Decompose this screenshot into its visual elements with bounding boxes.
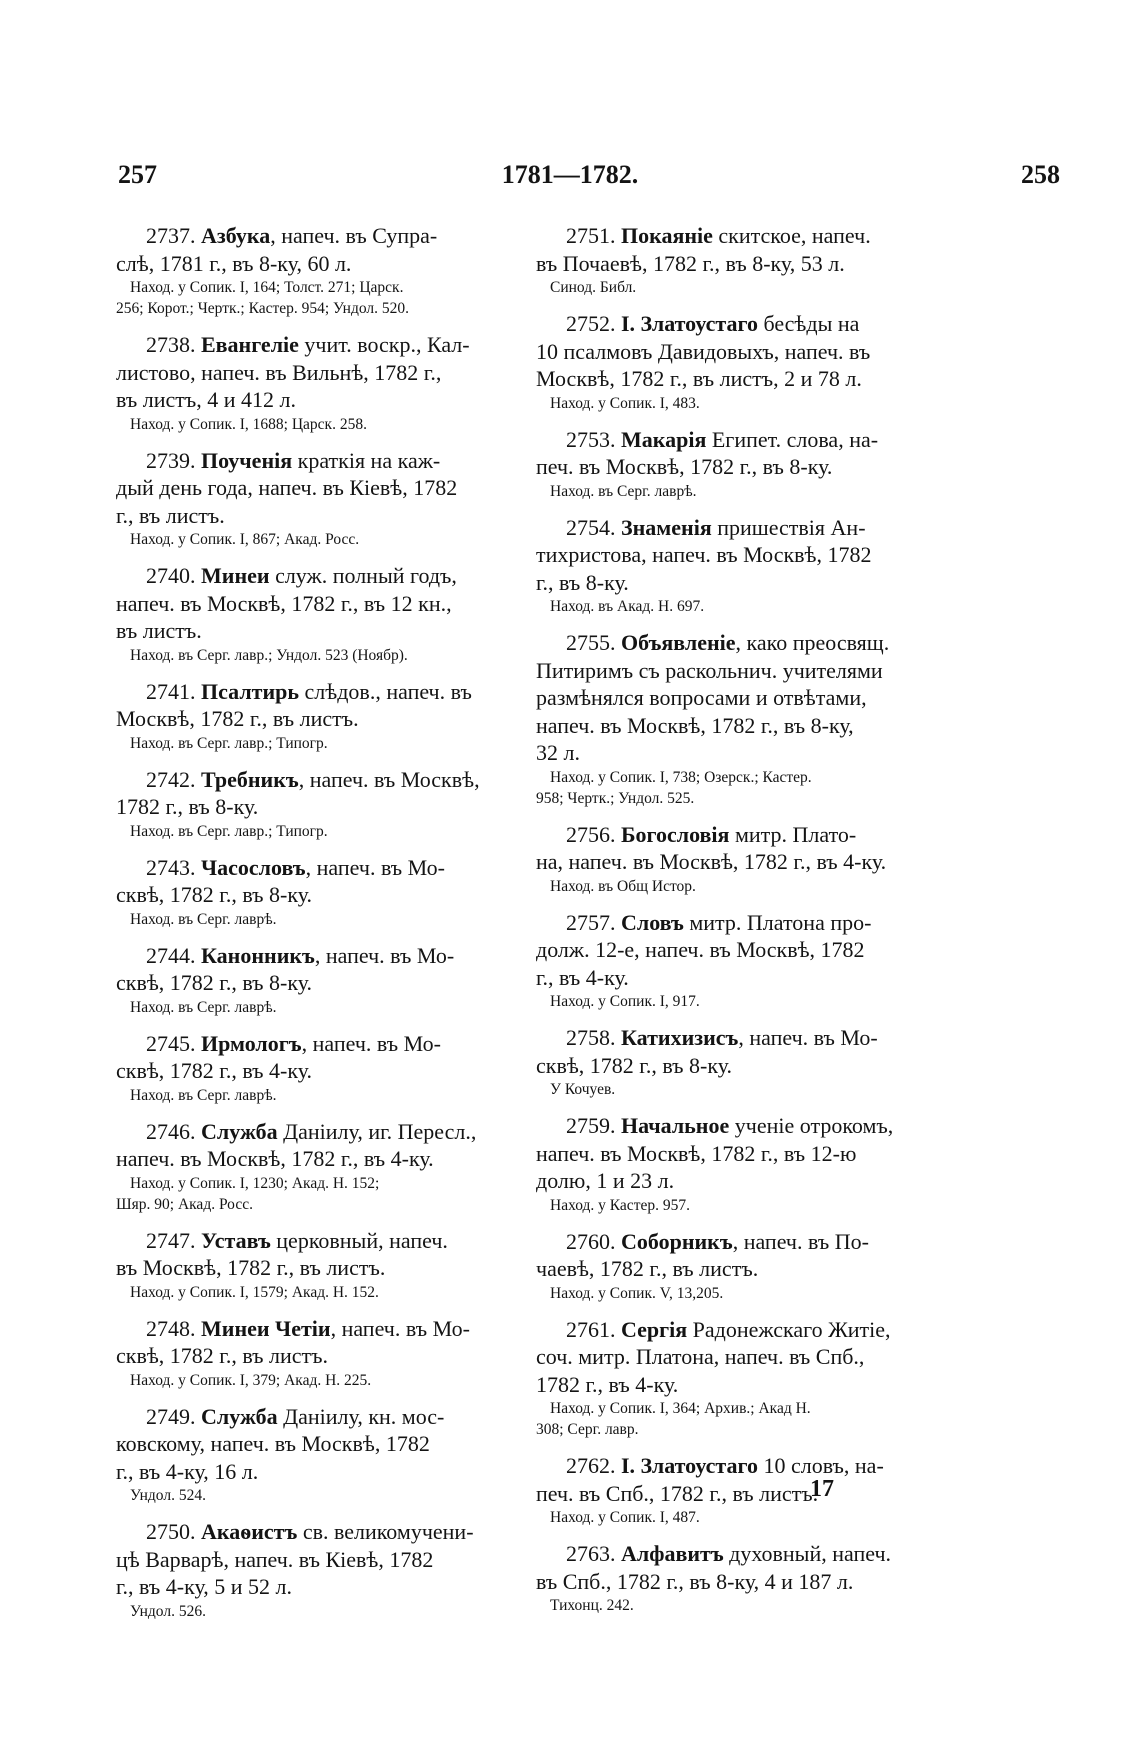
entry-title: Богословія: [621, 821, 730, 847]
entry-number: 2747.: [146, 1227, 196, 1253]
entry-text: , напеч. въ Мо-: [301, 1030, 441, 1056]
entry-text-line: чаевѣ, 1782 г., въ листъ.: [536, 1256, 759, 1281]
entry-first-line: [116, 1518, 514, 1546]
holdings-note: Наход. у Сопик. I, 738; Озерск.; Кастер.: [550, 768, 812, 786]
entry-text-line: листово, напеч. въ Вильнѣ, 1782 г.,: [116, 359, 442, 385]
entry-text-line: на, напеч. въ Москвѣ, 1782 г., въ 4-ку.: [536, 849, 887, 874]
entry-text-line: г., въ 8-ку.: [536, 569, 629, 595]
entry-title: Покаяніе: [621, 223, 713, 248]
entry-number: 2754.: [566, 514, 616, 540]
entry-text: , напеч. въ Мо-: [305, 854, 445, 880]
entry-number: 2742.: [146, 766, 196, 792]
entry-text-line: г., въ 4-ку.: [536, 964, 629, 990]
bibliography-entry: [536, 1112, 934, 1216]
holdings-note: Наход. у Сопик. I, 1579; Акад. Н. 152.: [130, 1283, 379, 1301]
page-header: [0, 160, 1140, 196]
entry-text-line: г., въ 4-ку, 5 и 52 л.: [116, 1574, 293, 1599]
bibliography-entry: [116, 222, 514, 319]
entry-text-line: г., въ 4-ку, 16 л.: [116, 1458, 259, 1484]
entry-text-line: дый день года, напеч. въ Кіевѣ, 1782: [116, 475, 458, 500]
holdings-note: Наход. у Сопик. V, 13,205.: [550, 1284, 724, 1302]
entry-text-line: въ Спб., 1782 г., въ 8-ку, 4 и 187 л.: [536, 1568, 854, 1594]
entry-title: Требникъ: [201, 766, 299, 792]
entry-number: 2743.: [146, 854, 196, 880]
bibliography-entry: [116, 1403, 514, 1507]
entry-number: 2763.: [566, 1541, 616, 1566]
entry-first-line: [536, 222, 934, 250]
bibliography-entry: [536, 1024, 934, 1100]
entry-text-line: размѣнялся вопросами и отвѣтами,: [536, 685, 867, 710]
entry-text-line: цѣ Варварѣ, напеч. въ Кіевѣ, 1782: [116, 1546, 434, 1572]
holdings-note: Наход. въ Общ Истор.: [550, 877, 696, 895]
holdings-note: Наход. въ Серг. лавр.; Типогр.: [130, 734, 328, 752]
entry-text-line: 32 л.: [536, 740, 580, 765]
entry-text: служ. полный годъ,: [269, 563, 457, 588]
entry-text-line: сквѣ, 1782 г., въ листъ.: [116, 1343, 329, 1368]
bibliography-entry: [116, 1315, 514, 1391]
holdings-note: Наход. у Сопик. I, 1230; Акад. Н. 152;: [130, 1174, 380, 1192]
entry-text: духовный, напеч.: [723, 1541, 892, 1566]
entry-text: , напеч. въ Мо-: [314, 942, 455, 968]
entry-text-line: въ Почаевѣ, 1782 г., въ 8-ку, 53 л.: [536, 250, 845, 276]
entry-number: 2753.: [566, 426, 616, 452]
entry-first-line: [116, 331, 514, 359]
entry-first-line: [116, 942, 514, 970]
entry-number: 2748.: [146, 1315, 196, 1341]
bibliography-entry: [116, 1227, 514, 1303]
entry-first-line: [536, 426, 934, 454]
holdings-note: Наход. у Сопик. I, 483.: [550, 394, 700, 412]
entry-title: Катихизисъ: [621, 1025, 739, 1050]
entry-number: 2760.: [566, 1228, 616, 1254]
entry-text-line: долж. 12-е, напеч. въ Москвѣ, 1782: [536, 937, 865, 962]
entry-text: митр. Плато-: [729, 821, 857, 847]
signature-mark: 17: [810, 1476, 834, 1502]
entry-text: Даніилу, кн. мос-: [277, 1403, 445, 1429]
entry-title: Ирмологъ: [201, 1030, 302, 1056]
holdings-note: Тихонц. 242.: [550, 1597, 634, 1614]
entry-title: Минеи Четіи: [201, 1315, 331, 1341]
entry-text: св. великомучени-: [297, 1519, 474, 1544]
entry-title: I. Златоустаго: [621, 311, 758, 336]
holdings-note: Ундол. 526.: [130, 1602, 206, 1620]
entry-text: скитское, напеч.: [712, 223, 871, 248]
entry-text: митр. Платона про-: [683, 909, 872, 935]
entry-first-line: [536, 514, 934, 542]
holdings-note: Наход. у Кастер. 957.: [550, 1196, 690, 1214]
holdings-note: Наход. у Сопик. I, 379; Акад. Н. 225.: [130, 1371, 372, 1389]
entry-text: , како преосвящ.: [735, 630, 890, 655]
bibliography-entry: [116, 331, 514, 435]
entry-text: , напеч. въ Мо-: [330, 1315, 470, 1341]
entry-title: Минеи: [201, 563, 270, 588]
bibliography-entry: [536, 310, 934, 414]
entry-text-line: сквѣ, 1782 г., въ 8-ку.: [116, 882, 313, 907]
bibliography-entry: [536, 514, 934, 618]
running-title: 1781—1782.: [501, 160, 639, 189]
entry-text: краткія на каж-: [292, 447, 441, 473]
entry-text-line: слѣ, 1781 г., въ 8-ку, 60 л.: [116, 250, 352, 276]
entry-first-line: [536, 1316, 934, 1344]
entry-text: , напеч. въ Супра-: [270, 223, 438, 248]
entry-number: 2746.: [146, 1118, 196, 1144]
holdings-note: Наход. въ Серг. лаврѣ.: [130, 998, 277, 1016]
entry-text-line: сквѣ, 1782 г., въ 8-ку.: [536, 1052, 733, 1078]
entry-number: 2757.: [566, 909, 616, 935]
entry-number: 2756.: [566, 821, 616, 847]
entry-first-line: [536, 1024, 934, 1052]
entry-text: ученіе отрокомъ,: [729, 1113, 894, 1138]
entry-number: 2739.: [146, 447, 196, 473]
entry-text: , напеч. въ По-: [732, 1228, 869, 1254]
entry-text-line: соч. митр. Платона, напеч. въ Спб.,: [536, 1344, 865, 1369]
entry-text-line: 10 псалмовъ Давидовыхъ, напеч. въ: [536, 338, 871, 364]
entry-text-line: въ листъ, 4 и 412 л.: [116, 387, 296, 412]
entry-first-line: [116, 1030, 514, 1058]
entry-title: Акаѳистъ: [201, 1519, 298, 1544]
entry-number: 2761.: [566, 1316, 616, 1342]
bibliography-entry: [116, 854, 514, 930]
bibliography-entry: [116, 766, 514, 842]
bibliography-entry: [116, 447, 514, 551]
entry-title: Служба: [201, 1403, 278, 1429]
bibliography-entry: [116, 678, 514, 754]
entry-number: 2738.: [146, 332, 196, 357]
holdings-note: Шяр. 90; Акад. Росс.: [116, 1195, 253, 1213]
entry-first-line: [116, 1227, 514, 1255]
holdings-note: 308; Серг. лавр.: [536, 1421, 639, 1438]
entry-first-line: [116, 854, 514, 882]
entry-text: пришествія Ан-: [711, 514, 866, 540]
entry-title: I. Златоустаго: [621, 1453, 758, 1478]
bibliography-entry: [536, 1228, 934, 1304]
bibliography-entry: [536, 909, 934, 1013]
holdings-note: Наход. въ Серг. лаврѣ.: [130, 910, 277, 928]
entry-number: 2758.: [566, 1025, 616, 1050]
entry-text-line: 1782 г., въ 8-ку.: [116, 794, 259, 819]
holdings-note: Синод. Библ.: [550, 279, 637, 296]
entry-text-line: напеч. въ Москвѣ, 1782 г., въ 4-ку.: [116, 1146, 434, 1171]
entry-first-line: [536, 310, 934, 338]
entry-first-line: [116, 678, 514, 706]
entry-text-line: въ листъ.: [116, 618, 202, 643]
entry-title: Псалтирь: [201, 678, 300, 704]
entry-text-line: напеч. въ Москвѣ, 1782 г., въ 12-ю: [536, 1140, 857, 1166]
entry-number: 2740.: [146, 563, 196, 588]
entry-text-line: печ. въ Москвѣ, 1782 г., въ 8-ку.: [536, 454, 833, 479]
bibliography-entry: [536, 222, 934, 298]
bibliography-entry: [116, 942, 514, 1018]
entry-number: 2762.: [566, 1453, 616, 1478]
holdings-note: 958; Чертк.; Ундол. 525.: [536, 789, 695, 807]
entry-first-line: [536, 1228, 934, 1256]
entry-number: 2745.: [146, 1030, 196, 1056]
bibliography-entry: [116, 1030, 514, 1106]
holdings-note: Наход. у Сопик. I, 867; Акад. Росс.: [130, 531, 360, 548]
right-column: [536, 222, 934, 1628]
entry-text-line: тихристова, напеч. въ Москвѣ, 1782: [536, 542, 872, 567]
holdings-note: Наход. у Сопик. I, 164; Толст. 271; Царск.: [130, 279, 404, 296]
entry-number: 2744.: [146, 942, 196, 968]
entry-text-line: долю, 1 и 23 л.: [536, 1168, 675, 1193]
entry-title: Канонникъ: [201, 942, 315, 968]
entry-first-line: [536, 1540, 934, 1568]
holdings-note: Наход. у Сопик. I, 1688; Царск. 258.: [130, 415, 367, 433]
entry-number: 2751.: [566, 223, 616, 248]
entry-text-line: сквѣ, 1782 г., въ 4-ку.: [116, 1058, 313, 1083]
entry-first-line: [536, 1452, 934, 1480]
page-number-left: 257: [118, 160, 157, 189]
entry-text: , напеч. въ Москвѣ,: [298, 766, 480, 792]
entry-number: 2741.: [146, 678, 196, 704]
entry-title: Уставъ: [201, 1227, 271, 1253]
entry-text-line: ковскому, напеч. въ Москвѣ, 1782: [116, 1431, 430, 1456]
holdings-note: Наход. у Сопик. I, 364; Архив.; Акад Н.: [550, 1400, 811, 1417]
entry-text: Радонежскаго Житіе,: [687, 1316, 891, 1342]
holdings-note: Наход. въ Серг. лаврѣ.: [550, 482, 697, 500]
entry-text-line: г., въ листъ.: [116, 502, 225, 528]
entry-first-line: [116, 1315, 514, 1343]
entry-first-line: [536, 629, 934, 657]
bibliography-entry: [536, 1452, 934, 1528]
entry-text: учит. воскр., Кал-: [298, 332, 470, 357]
bibliography-entry: [536, 426, 934, 502]
entry-title: Служба: [201, 1118, 278, 1144]
holdings-note: Наход. въ Акад. Н. 697.: [550, 598, 705, 615]
bibliography-entry: [116, 1118, 514, 1215]
left-column: [116, 222, 514, 1634]
entry-title: Макарія: [621, 426, 707, 452]
entry-text-line: Питиримъ съ раскольнич. учителями: [536, 657, 883, 683]
entry-title: Соборникъ: [621, 1228, 733, 1254]
entry-text: слѣдов., напеч. въ: [299, 678, 472, 704]
holdings-note: Наход. въ Серг. лаврѣ.: [130, 1086, 277, 1104]
entry-first-line: [116, 222, 514, 250]
entry-number: 2759.: [566, 1113, 616, 1138]
entry-first-line: [536, 821, 934, 849]
entry-title: Сергія: [621, 1316, 688, 1342]
entry-text-line: напеч. въ Москвѣ, 1782 г., въ 12 кн.,: [116, 590, 452, 616]
holdings-note: Наход. въ Серг. лавр.; Типогр.: [130, 822, 328, 840]
entry-title: Объявленіе: [621, 630, 736, 655]
entry-text-line: Москвѣ, 1782 г., въ листъ, 2 и 78 л.: [536, 366, 862, 391]
bibliography-entry: [536, 629, 934, 809]
entry-text: Даніилу, иг. Пересл.,: [277, 1118, 477, 1144]
entry-text-line: въ Москвѣ, 1782 г., въ листъ.: [116, 1255, 386, 1280]
entry-number: 2750.: [146, 1519, 196, 1544]
entry-title: Поученія: [201, 447, 293, 473]
entry-text-line: печ. въ Спб., 1782 г., въ листъ.: [536, 1480, 819, 1506]
entry-text: бесѣды на: [757, 311, 860, 336]
entry-text: Египет. слова, на-: [706, 426, 879, 452]
entry-first-line: [536, 1112, 934, 1140]
entry-title: Азбука: [201, 223, 271, 248]
entry-text-line: сквѣ, 1782 г., въ 8-ку.: [116, 970, 313, 995]
entry-first-line: [536, 909, 934, 937]
holdings-note: 256; Корот.; Чертк.; Кастер. 954; Ундол. 520.: [116, 300, 409, 317]
entry-title: Евангеліе: [201, 332, 299, 357]
bibliography-entry: [116, 1518, 514, 1622]
entry-text: церковный, напеч.: [270, 1227, 448, 1253]
entry-text-line: 1782 г., въ 4-ку.: [536, 1371, 679, 1397]
entry-first-line: [116, 447, 514, 475]
entry-title: Алфавитъ: [621, 1541, 724, 1566]
entry-text: , напеч. въ Мо-: [738, 1025, 878, 1050]
holdings-note: Ундол. 524.: [130, 1487, 206, 1504]
entry-title: Словъ: [621, 909, 684, 935]
entry-title: Знаменія: [621, 514, 712, 540]
entry-first-line: [116, 1403, 514, 1431]
entry-text-line: напеч. въ Москвѣ, 1782 г., въ 8-ку,: [536, 712, 854, 738]
bibliography-entry: [116, 562, 514, 666]
bibliography-entry: [536, 1540, 934, 1616]
page-number-right: 258: [1021, 160, 1060, 189]
entry-first-line: [116, 766, 514, 794]
entry-number: 2749.: [146, 1403, 196, 1429]
entry-number: 2752.: [566, 311, 616, 336]
entry-text: 10 словъ, на-: [757, 1453, 884, 1478]
entry-text-line: Москвѣ, 1782 г., въ листъ.: [116, 706, 359, 731]
holdings-note: Наход. у Сопик. I, 487.: [550, 1509, 700, 1526]
entry-title: Часословъ: [201, 854, 306, 880]
bibliography-entry: [536, 821, 934, 897]
bibliography-entry: [536, 1316, 934, 1441]
holdings-note: У Кочуев.: [550, 1081, 616, 1098]
holdings-note: Наход. у Сопик. I, 917.: [550, 993, 700, 1010]
entry-first-line: [116, 1118, 514, 1146]
holdings-note: Наход. въ Серг. лавр.; Ундол. 523 (Ноябр).: [130, 646, 408, 664]
entry-number: 2737.: [146, 223, 196, 248]
entry-title: Начальное: [621, 1113, 730, 1138]
entry-number: 2755.: [566, 630, 616, 655]
entry-first-line: [116, 562, 514, 590]
